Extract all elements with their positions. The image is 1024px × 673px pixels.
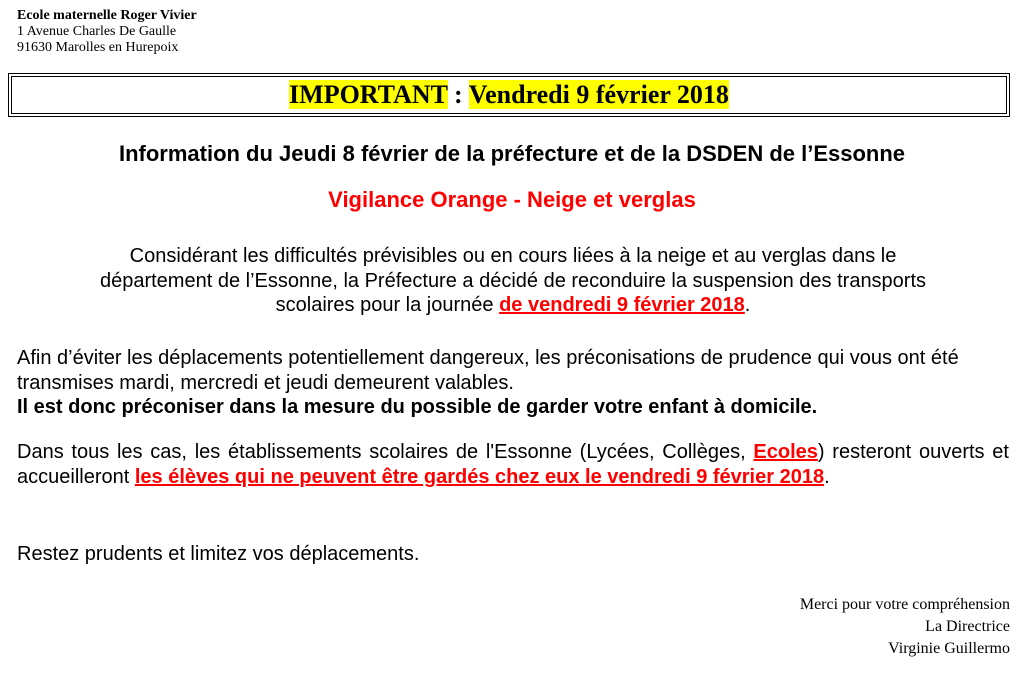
vigilance-alert: Vigilance Orange - Neige et verglas [328,187,696,212]
schools-highlight: Ecoles [753,441,818,463]
document-title: Information du Jeudi 8 février de la préfecture et de la DSDEN de l’Essonne [118,141,906,166]
signature-role: La Directrice [925,618,1010,635]
paragraph-schools-end: . [824,465,830,488]
signature-block [800,594,1010,660]
banner-label: IMPORTANT [289,80,448,109]
signature-name: Virginie Guillermo [888,640,1010,657]
paragraph-suspension-line1: Considérant les difficultés prévisibles ou en cours liées à la neige et au verglas dans le [129,245,897,267]
paragraph-prudence-text: Afin d’éviter les déplacements potentiellement dangereux, les préconisations de prudence qui vous ont été transmises mardi, mercredi et jeudi demeurent valables. [17,347,959,394]
banner-date: Vendredi 9 février 2018 [468,80,729,109]
school-address [17,8,197,56]
paragraph-schools-prefix: Dans tous les cas, les établissements scolaires de l'Essonne (Lycées, Collèges, [17,441,754,463]
paragraph-suspension-line2: département de l’Essonne, la Préfecture a décidé de reconduire la suspension des transports [99,269,927,292]
paragraph-suspension-end: . [744,294,751,316]
paragraph-caution: Restez prudents et limitez vos déplacements. [17,543,420,565]
school-name: Ecole maternelle Roger Vivier [17,8,197,23]
pupils-highlight: les élèves qui ne peuvent être gardés chez eux le vendredi 9 février 2018 [134,465,825,488]
important-banner [8,73,1010,117]
paragraph-schools-open [17,440,1009,489]
suspension-date-highlight: de vendredi 9 février 2018 [499,294,745,316]
banner-line [9,81,1009,109]
signature-thanks: Merci pour votre compréhension [799,596,1010,613]
paragraph-schools-middle: ) resteront ouverts et accueilleront [17,441,1009,488]
school-street: 1 Avenue Charles De Gaulle [17,24,177,39]
school-city: 91630 Marolles en Hurepoix [17,40,179,55]
banner-separator: : [447,80,469,109]
paragraph-prudence [17,346,1009,420]
paragraph-suspension [17,244,1009,318]
paragraph-suspension-line3: scolaires pour la journée [275,294,500,316]
paragraph-prudence-bold: Il est donc préconiser dans la mesure du possible de garder votre enfant à domicile. [17,396,818,418]
